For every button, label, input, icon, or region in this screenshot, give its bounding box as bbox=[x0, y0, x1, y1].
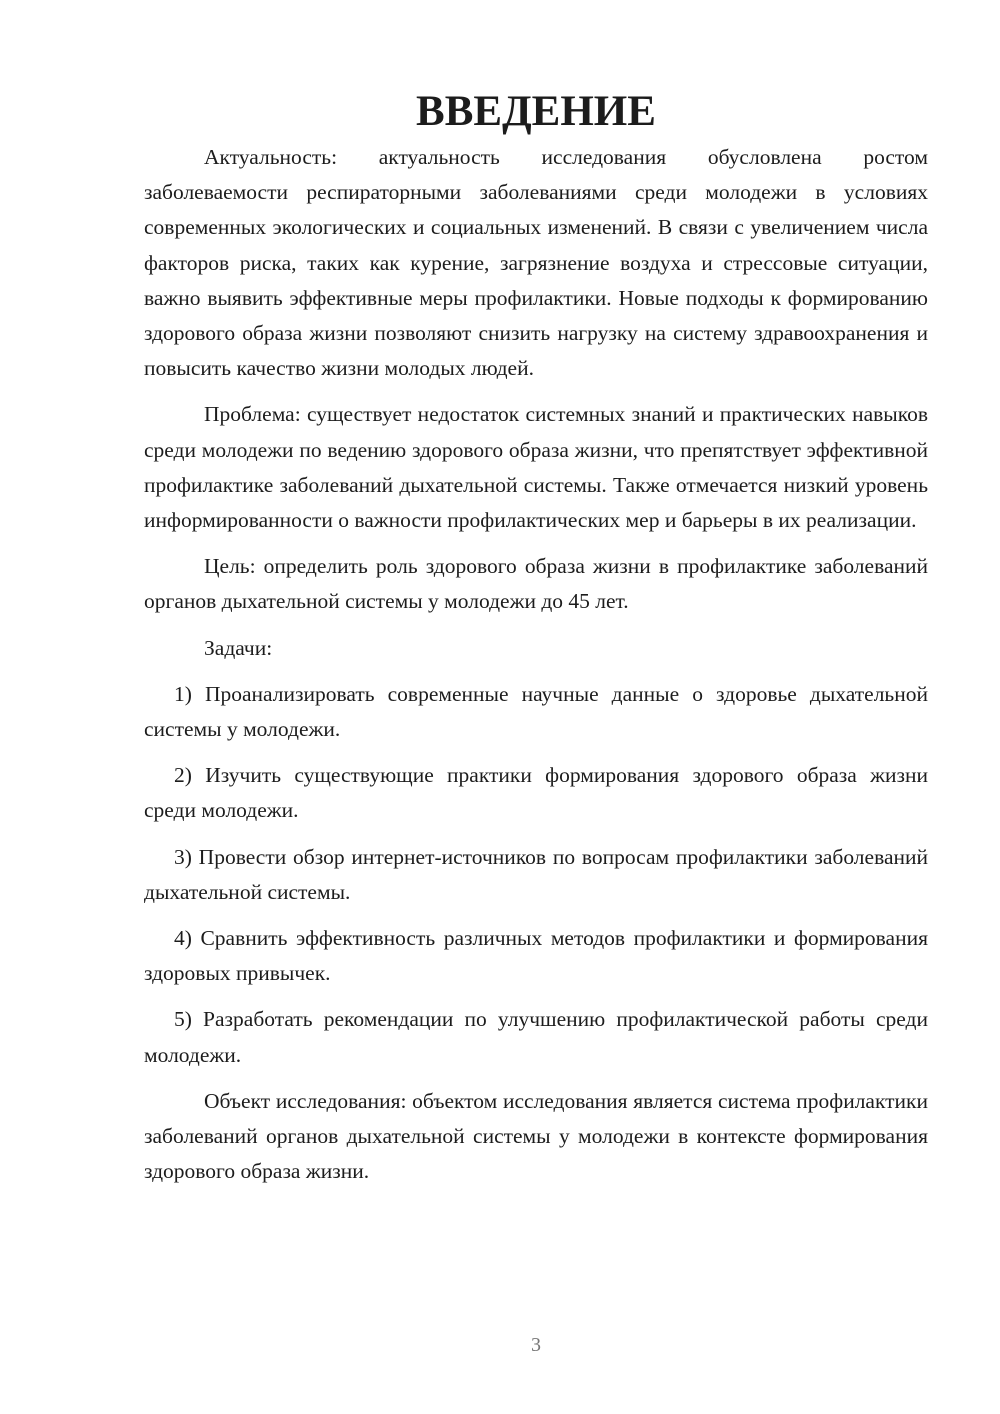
goal-paragraph: Цель: определить роль здорового образа жизни в профилактике заболеваний органов дыхательной системы у молодежи до 45 лет. bbox=[144, 554, 928, 614]
document-body bbox=[144, 88, 928, 1200]
tasks-list bbox=[144, 677, 928, 1073]
task-item: 5) Разработать рекомендации по улучшению профилактической работы среди молодежи. bbox=[144, 1007, 928, 1067]
task-item: 3) Провести обзор интернет-источников по вопросам профилактики заболеваний дыхательной системы. bbox=[144, 844, 928, 904]
task-item: 2) Изучить существующие практики формирования здорового образа жизни среди молодежи. bbox=[144, 763, 928, 823]
task-item: 1) Проанализировать современные научные данные о здоровье дыхательной системы у молодежи. bbox=[144, 681, 928, 742]
relevance-paragraph: Актуальность: актуальность исследования обусловлена ростом заболеваемости респираторными заболеваниями среди молодежи в условиях современных экологических и социальных изменений. В связи с увеличением числа факторов риска, таких как курение, загрязнение воздуха и стрессовые ситуации, важно выявить эффективные меры профилактики. Новые подходы к формированию здорового образа жизни позволяют снизить нагрузку на систему здравоохранения и повысить качество жизни молодых людей. bbox=[144, 145, 928, 381]
object-paragraph: Объект исследования: объектом исследования является система профилактики заболеваний органов дыхательной системы у молодежи в контексте формирования здорового образа жизни. bbox=[144, 1088, 928, 1184]
task-item: 4) Сравнить эффективность различных методов профилактики и формирования здоровых привычек. bbox=[144, 926, 928, 986]
tasks-label: Задачи: bbox=[204, 635, 273, 660]
section-heading: ВВЕДЕНИЕ bbox=[416, 88, 656, 135]
page-number: 3 bbox=[531, 1334, 541, 1356]
problem-paragraph: Проблема: существует недостаток системных знаний и практических навыков среди молодежи по ведению здорового образа жизни, что препятствует эффективной профилактике заболеваний дыхательной системы. Также отмечается низкий уровень информированности о важности профилактических мер и барьеры в их реализации. bbox=[144, 402, 928, 533]
